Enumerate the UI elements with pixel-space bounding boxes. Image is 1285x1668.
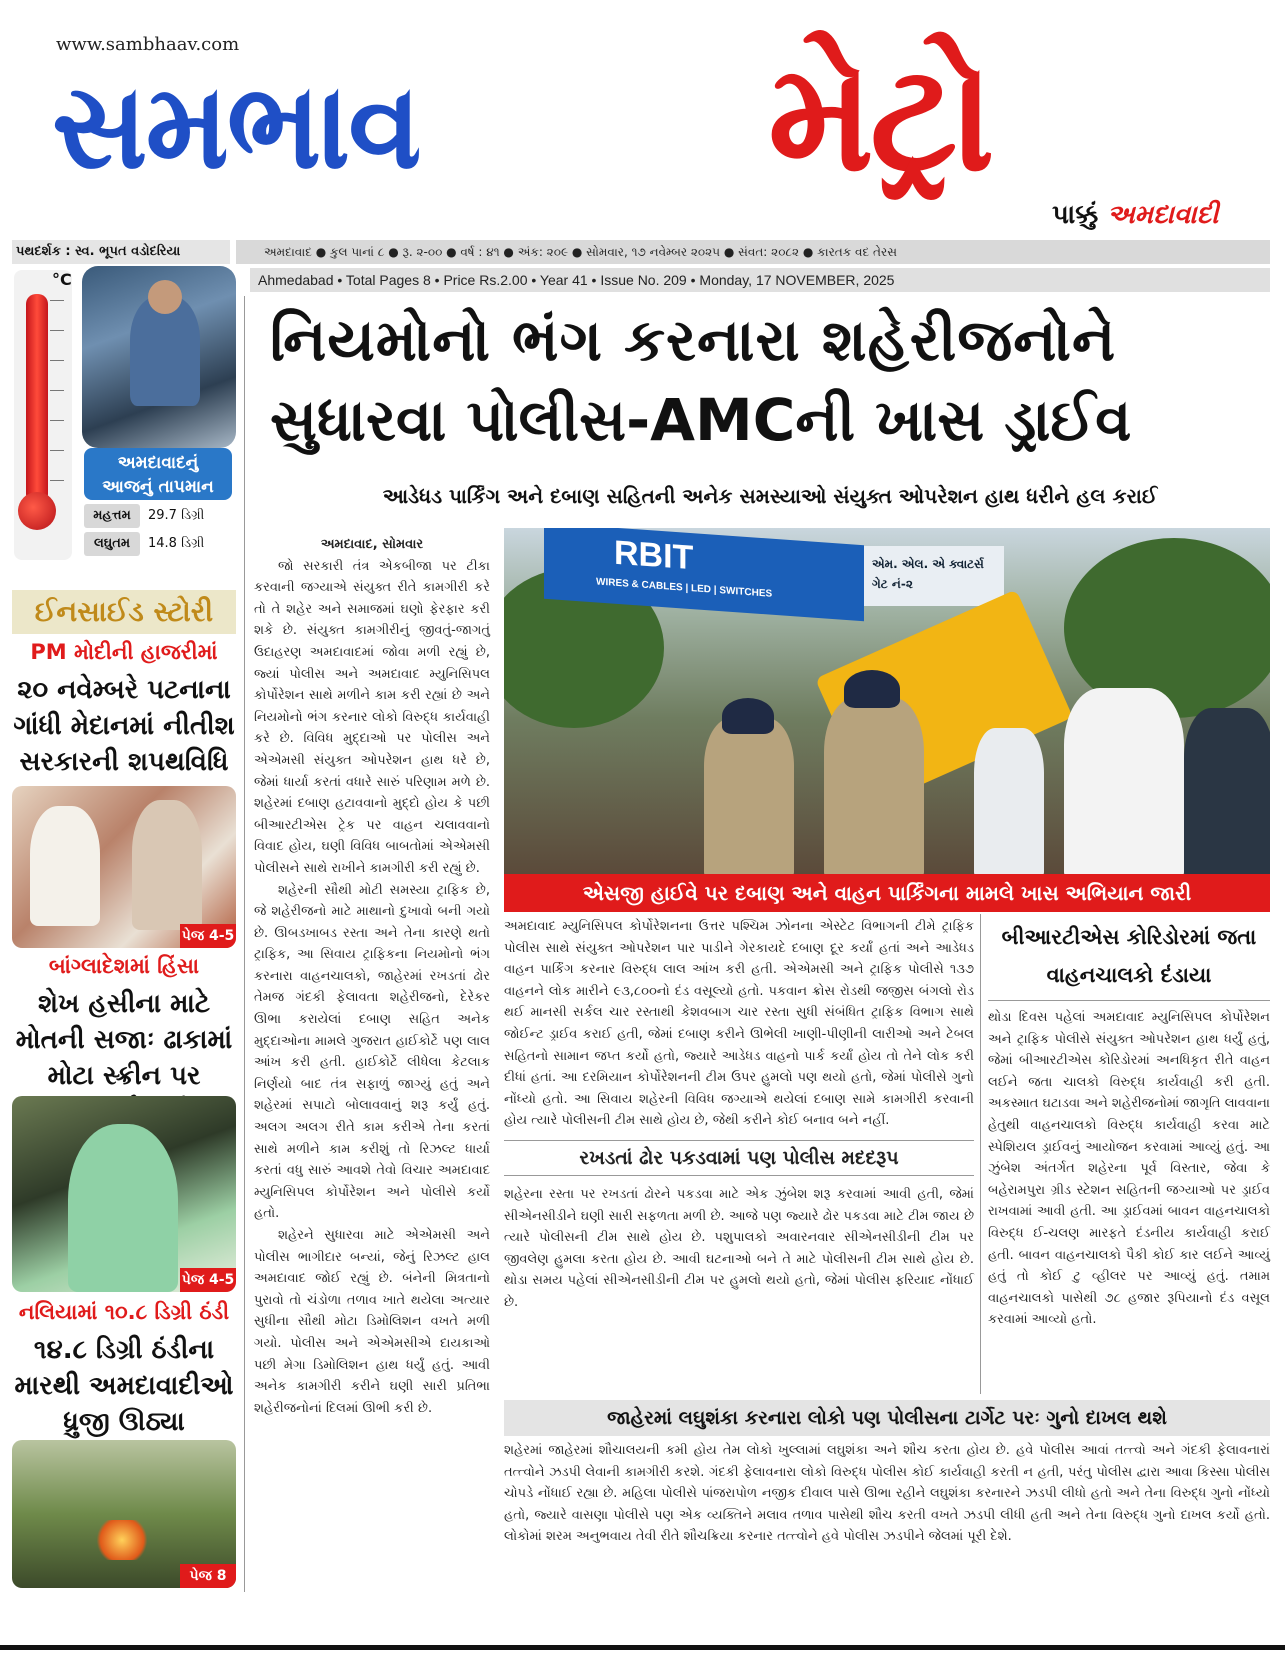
thermo-tick <box>50 480 64 481</box>
photo-cap <box>844 670 900 708</box>
cold-weather-photo <box>82 266 236 448</box>
story3-page-tag[interactable]: પેજ 8 <box>180 1564 236 1588</box>
temperature-min-row <box>84 532 232 556</box>
thermo-tick <box>50 450 64 451</box>
right-heading[interactable]: બીઆરટીએસ કોરિડોરમાં જતા વાહનચાલકો દંડાયા <box>1001 925 1257 987</box>
lead-headline-line2[interactable]: સુધારવા પોલીસ-AMCની ખાસ ડ્રાઈવ <box>270 386 1132 454</box>
photo-person <box>824 698 924 874</box>
demolition-photo[interactable] <box>504 528 1270 874</box>
bottom-heading[interactable]: જાહેરમાં લઘુશંકા કરનારા લોકો પણ પોલીસના ટાર્ગેટ પરઃ ગુનો દાખલ થશે <box>504 1400 1270 1436</box>
thermometer-bulb-icon <box>18 492 56 530</box>
photo-person <box>704 718 794 874</box>
lead-paragraph: જો સરકારી તંત્ર એકબીજા પર ટીકા કરવાની જગ્યાએ સંયુક્ત રીતે કામગીરી કરે તો તે શહેર અને સમાજમાં ઘણો ફેરફાર કરી શકે છે. સંયુક્ત કામગીરીનું જીવતું-જાગતું ઉદાહરણ અમદાવાદમાં જોવા મળી રહ્યું છે, જ્યાં પોલીસ અને અમદાવાદ મ્યુનિસિપલ કોર્પોરેશન સાથે મળીને કામ કરી રહ્યાં છે અને નિયમોનો ભંગ કરનાર લોકો વિરુદ્ધ કાર્યવાહી કરે છે. વિવિધ મુદ્દાઓ પર પોલીસ અને એએમસી સંયુક્ત ઓપરેશન હાથ ધરે છે, જેમાં ધાર્યા કરતાં વધારે સારું પરિણામ મળે છે. શહેરમાં દબાણ હટાવવાનો મુદ્દો હોય કે પછી બીઆરટીએસ ટ્રેક પર વાહન ચલાવવાનો વિવાદ હોય, ઘણી વિવિધ બાબતોમાં એએમસી પોલીસને સાથે રાખીને કામગીરી કરી રહ્યું છે. <box>254 558 490 876</box>
column-divider <box>980 914 981 1394</box>
lead-paragraph: શહેરને સુધારવા માટે એએમસી અને પોલીસ ભાગીદાર બન્યાં, જેનું રિઝલ્ટ હાલ અમદાવાદ જોઈ રહ્યું છે. બંનેની મિત્રતાનો પુરાવો તો ચંડોળા તળાવ ખાતે થયેલા અત્યાર સુધીના સૌથી મોટા ડિમોલિશન વખતે મળી ગયો. પોલીસ અને એએમસીએ દાયકાઓ પછી મેગા ડિમોલિશન હાથ ધર્યું હતું. આવી અનેક કામગીરી કરીને ઘણી સારી પ્રતિભા શહેરીજનોનાં દિલમાં ઊભી કરી છે. <box>254 1228 490 1416</box>
fire-icon <box>92 1520 152 1560</box>
masthead-title-sambhaav: સમભાવ <box>52 57 420 195</box>
section-divider <box>504 1175 974 1176</box>
shop-sign-text: RBIT <box>614 533 694 578</box>
story1-page-tag[interactable]: પેજ 4-5 <box>180 924 236 948</box>
middle-column <box>504 916 974 1314</box>
story1-headline[interactable]: ૨૦ નવેમ્બરે પટનાના ગાંધી મેદાનમાં નીતીશ સરકારની શપથવિધિ <box>13 675 235 777</box>
story1-kicker[interactable]: PM મોદીની હાજરીમાં <box>30 640 218 664</box>
info-bar-english: Ahmedabad • Total Pages 8 • Price Rs.2.00 • Year 41 • Issue No. 209 • Monday, 17 NOVEMBER, 2025 <box>250 268 1270 292</box>
footer-rule <box>0 1645 1285 1650</box>
lead-deck: આડેધડ પાર્કિંગ અને દબાણ સહિતની અનેક સમસ્યાઓ સંયુક્ત ઓપરેશન હાથ ધરીને હલ કરાઈ <box>382 484 1158 508</box>
masthead-tagline <box>1052 200 1218 231</box>
thermo-tick <box>50 390 64 391</box>
bottom-paragraph: શહેરમાં જાહેરમાં શૌચાલયની કમી હોય તેમ લોકો ખુલ્લામાં લઘુશંકા અને શૌચ કરતા હોય છે. હવે પોલીસ આવાં તત્ત્વો અને ગંદકી ફેલાવનારાં તત્ત્વોને ઝડપી લેવાની કામગીરી કરશે. ગંદકી ફેલાવનારા લોકો વિરુદ્ધ પોલીસ કોઈ કાર્યવાહી કરતી ન હતી, પરંતુ પોલીસ દ્વારા આવા કિસ્સા પોલીસ ચોપડે નોંધાઈ રહ્યા છે. મહિલા પોલીસે પાંજરાપોળ નજીક દીવાલ પાસે ઊભા રહીને લઘુશંકા કરનારને ઝડપી લીધો હતો અને તેના વિરુદ્ધ ગુનો નોંધ્યો હતો, જ્યારે વાસણા પોલીસે પણ એક વ્યક્તિને મલાવ તળાવ પાસેથી શૌચ કરતી વખતે ઝડપી લીધી હતી અને તેના વિરુદ્ધ ગુનો દાખલ કર્યો હતો. લોકોમાં શરમ અનુભવાય તેવી રીતે શૌચક્રિયા કરનાર તત્ત્વોને હવે પોલીસ ઝડપીને જેલમાં પૂરી દેશે. <box>504 1443 1270 1545</box>
lead-paragraph: શહેરની સૌથી મોટી સમસ્યા ટ્રાફિક છે, જે શહેરીજનો માટે માથાનો દુખાવો બની ગયો છે. ઊબડખાબડ રસ્તા અને તેના કારણે થતો ટ્રાફિક, આ સિવાય ટ્રાફિકના નિયમોનો ભંગ કરનારા વાહનચાલકો, જાહેરમાં રખડતાં ઢોર તેમજ ગંદકી ફેલાવતા શહેરીજનો, દેરેકર ઊભા કરાયેલાં દબાણ સહિત અનેક મુદ્દાઓના મામલે ગુજરાત હાઈકોર્ટે પણ લાલ આંખ કરી હતી. હાઈકોર્ટે લીધેલા કેટલાક નિર્ણયો બાદ તંત્ર સફાળું જાગ્યું હતું અને શહેરમાં સપાટો બોલાવવાનું શરૂ કર્યું હતું. અલગ અલગ રીતે કામ કરીએ તેના કરતાં સાથે મળીને કામ કરીશું તો રિઝલ્ટ ધાર્યા કરતાં વધુ સારું આવશે તેવો વિચાર અમદાવાદ મ્યુનિસિપલ કોર્પોરેશન અને પોલીસે કર્યો હતો. <box>254 882 490 1222</box>
temperature-label-line1: અમદાવાદનું <box>117 453 199 473</box>
min-label: લઘુતમ <box>84 532 140 556</box>
story3-photo[interactable] <box>12 1440 236 1588</box>
inside-story-heading: ઈનસાઈડ સ્ટોરી <box>12 590 236 634</box>
section-divider <box>988 1000 1270 1001</box>
photo-figure <box>30 806 100 926</box>
story3-kicker[interactable]: નલિયામાં ૧૦.૮ ડિગ્રી ઠંડી <box>18 1300 230 1324</box>
right-paragraph: થોડા દિવસ પહેલાં અમદાવાદ મ્યુનિસિપલ કોર્પોરેશન અને ટ્રાફિક પોલીસે સંયુક્ત ઓપરેશન હાથ ધર્યું હતું, જેમાં બીઆરટીએસ કોરિડોરમાં અનધિકૃત રીતે વાહન લઈને જતા ચાલકો વિરુદ્ધ કાર્યવાહી કરી હતી. અકસ્માત ઘટાડવા અને શહેરીજનોમાં જાગૃતિ લાવવાના હેતુથી વાહનચાલકો વિરુદ્ધ કાર્યવાહી કરવા માટે સ્પેશિયલ ડ્રાઈવનું આયોજન કરવામાં આવ્યું હતું. આ ઝુંબેશ અંતર્ગત શહેરના પૂર્વ વિસ્તાર, જેવા કે બહેરામપુરા ગ્રીડ સ્ટેશન સહિતની જગ્યાઓ પર ડ્રાઈવ રાખવામાં આવી હતી. આ ડ્રાઈવમાં બાવન વાહનચાલકો વિરુદ્ધ ઈ-ચલણ મારફતે દંડનીય કાર્યવાહી કરાઈ હતી. બાવન વાહનચાલકો પૈકી કોઈ કાર લઈને આવ્યું હતું તો કોઈ ટુ વ્હીલર પર આવ્યું હતું. તમામ વાહનચાલકો પાસેથી ૭૮ હજાર રૂપિયાનો દંડ વસૂલ કરવામાં આવ્યો હતો. <box>988 1010 1270 1328</box>
gate-board <box>864 546 1004 606</box>
max-value: 29.7 ડિગ્રી <box>148 508 205 523</box>
thermo-tick <box>50 330 64 331</box>
max-label: મહત્તમ <box>84 504 140 528</box>
tagline-prefix: પાક્કું <box>1052 200 1099 230</box>
min-value: 14.8 ડિગ્રી <box>148 536 205 551</box>
temperature-max-row <box>84 504 232 528</box>
story3-headline[interactable]: ૧૪.૮ ડિગ્રી ઠંડીના મારથી અમદાવાદીઓ ધ્રુજી ઊઠ્યા <box>14 1335 234 1437</box>
story1-photo[interactable] <box>12 786 236 948</box>
celsius-unit: °C <box>52 270 72 289</box>
thermometer-icon <box>26 294 48 504</box>
thermo-tick <box>50 360 64 361</box>
column-divider <box>244 296 245 1592</box>
thermo-tick <box>50 420 64 421</box>
photo-cap <box>722 698 774 734</box>
website-url[interactable]: www.sambhaav.com <box>56 34 240 55</box>
photo-figure-head <box>148 280 182 314</box>
photo-person <box>1064 688 1184 874</box>
thermo-tick <box>50 300 64 301</box>
founder-credit: પથદર્શક : સ્વ. ભૂપત વડોદરિયા <box>12 240 230 264</box>
info-bar-gujarati: અમદાવાદ ● કુલ પાનાં ૮ ● રૂ. ૨-૦૦ ● વર્ષ : ૪૧ ● અંક: ૨૦૯ ● સોમવાર, ૧૭ નવેમ્બર ૨૦૨૫ ● સંવત: ૨૦૮૨ ● કારતક વદ તેરસ <box>236 240 1270 264</box>
temperature-label <box>84 448 232 500</box>
story2-photo[interactable] <box>12 1096 236 1292</box>
gate-board-text: એમ. એલ. એ ક્વાટર્સ ગેટ નં-૨ <box>872 557 984 591</box>
tagline-suffix: અમદાવાદી <box>1107 200 1219 230</box>
lead-headline-line1[interactable]: નિયમોનો ભંગ કરનારા શહેરીજનોને <box>270 306 1117 374</box>
masthead-title-metro: મેટ્રો <box>768 31 991 205</box>
temperature-label-line2: આજનું તાપમાન <box>102 477 214 497</box>
story2-kicker[interactable]: બાંગ્લાદેશમાં હિંસા <box>48 954 200 978</box>
middle-subheading: રખડતાં ઢોર પકડવામાં પણ પોલીસ મદદરૂપ <box>579 1146 899 1169</box>
shop-sign-subtext: WIRES & CABLES | LED | SWITCHES <box>596 576 773 600</box>
middle-paragraph: અમદાવાદ મ્યુનિસિપલ કોર્પોરેશનના ઉત્તર પશ્ચિમ ઝોનના એસ્ટેટ વિભાગની ટીમે ટ્રાફિક પોલીસ સાથે સંયુક્ત ઓપરેશન પાર પાડીને ગેરકાયદે દબાણ દૂર કર્યાં હતાં અને આડેધડ વાહન પાર્કિંગ કરનાર વિરુદ્ધ લાલ આંખ કરી હતી. એએમસી અને ટ્રાફિક પોલીસે ૧૩૭ વાહનને લોક મારીને ૯૩,૮૦૦નો દંડ વસૂલ્યો હતો. પકવાન ક્રોસ રોડથી જજીસ બંગલો રોડ થઈ માનસી સર્કલ ચાર રસ્તાથી કેશવબાગ ચાર રસ્તા સુધી સંબંધિત ટ્રાફિક વિભાગ સાથે જોઈન્ટ ડ્રાઈવ કરાઈ હતી, જેમાં દબાણ કરીને ઊભેલી ખાણી-પીણીની લારીઓ અને ટેબલ સહિતનો સામાન જપ્ત કર્યો હતો, જ્યારે આડેધડ વાહનો પાર્ક કર્યાં હોય તો તેને લોક કરી દીધાં હતાં. આ દરમિયાન કોર્પોરેશનની ટીમ ઉપર હુમલો પણ થયો હતો, જેમાં પોલીસે ગુનો નોંધ્યો હતો. આ સિવાય શહેરની વિવિધ જગ્યાએ થયેલાં દબાણ સામે કામગીરી કરવાની હોય ત્યારે પોલીસની ટીમ સાથે હોય છે, જેથી કરીને કોઈ બનાવ બને નહીં. <box>504 919 974 1129</box>
photo-person <box>1184 708 1270 874</box>
middle-paragraph: શહેરના રસ્તા પર રખડતાં ઢોરને પકડવા માટે એક ઝુંબેશ શરૂ કરવામાં આવી હતી, જેમાં સીએનસીડીને ઘણી સારી સફળતા મળી છે. આજે પણ જ્યારે ઢોર પકડવા માટે ટીમ જાય છે ત્યારે પોલીસની ટીમ સાથે હોય છે. પશુપાલકો અવારનવાર સીએનસીડીની ટીમ પર જીવલેણ હુમલા કરતા હોય છે. આવી ઘટનાઓ બને તે માટે પોલીસની ટીમ સાથે હોય છે. થોડા સમય પહેલાં સીએનસીડીની ટીમ પર હુમલો થયો હતો, જેમાં પોલીસ ફરિયાદ નોંધાઈ છે. <box>504 1186 974 1310</box>
lead-dateline: અમદાવાદ, સોમવાર <box>320 537 424 552</box>
right-column <box>988 918 1270 1331</box>
section-divider <box>504 1140 974 1141</box>
story2-page-tag[interactable]: પેજ 4-5 <box>180 1268 236 1292</box>
story2-headline[interactable]: શેખ હસીના માટે મોતની સજાઃ ઢાકામાં મોટા સ્ક્રીન પર <box>15 989 233 1091</box>
photo-person <box>974 728 1044 874</box>
photo-caption: એસજી હાઈવે પર દબાણ અને વાહન પાર્કિંગના મામલે ખાસ અભિયાન જારી <box>504 874 1270 912</box>
photo-figure <box>68 1124 178 1292</box>
photo-figure <box>132 800 202 930</box>
lead-body-column <box>254 534 490 1419</box>
